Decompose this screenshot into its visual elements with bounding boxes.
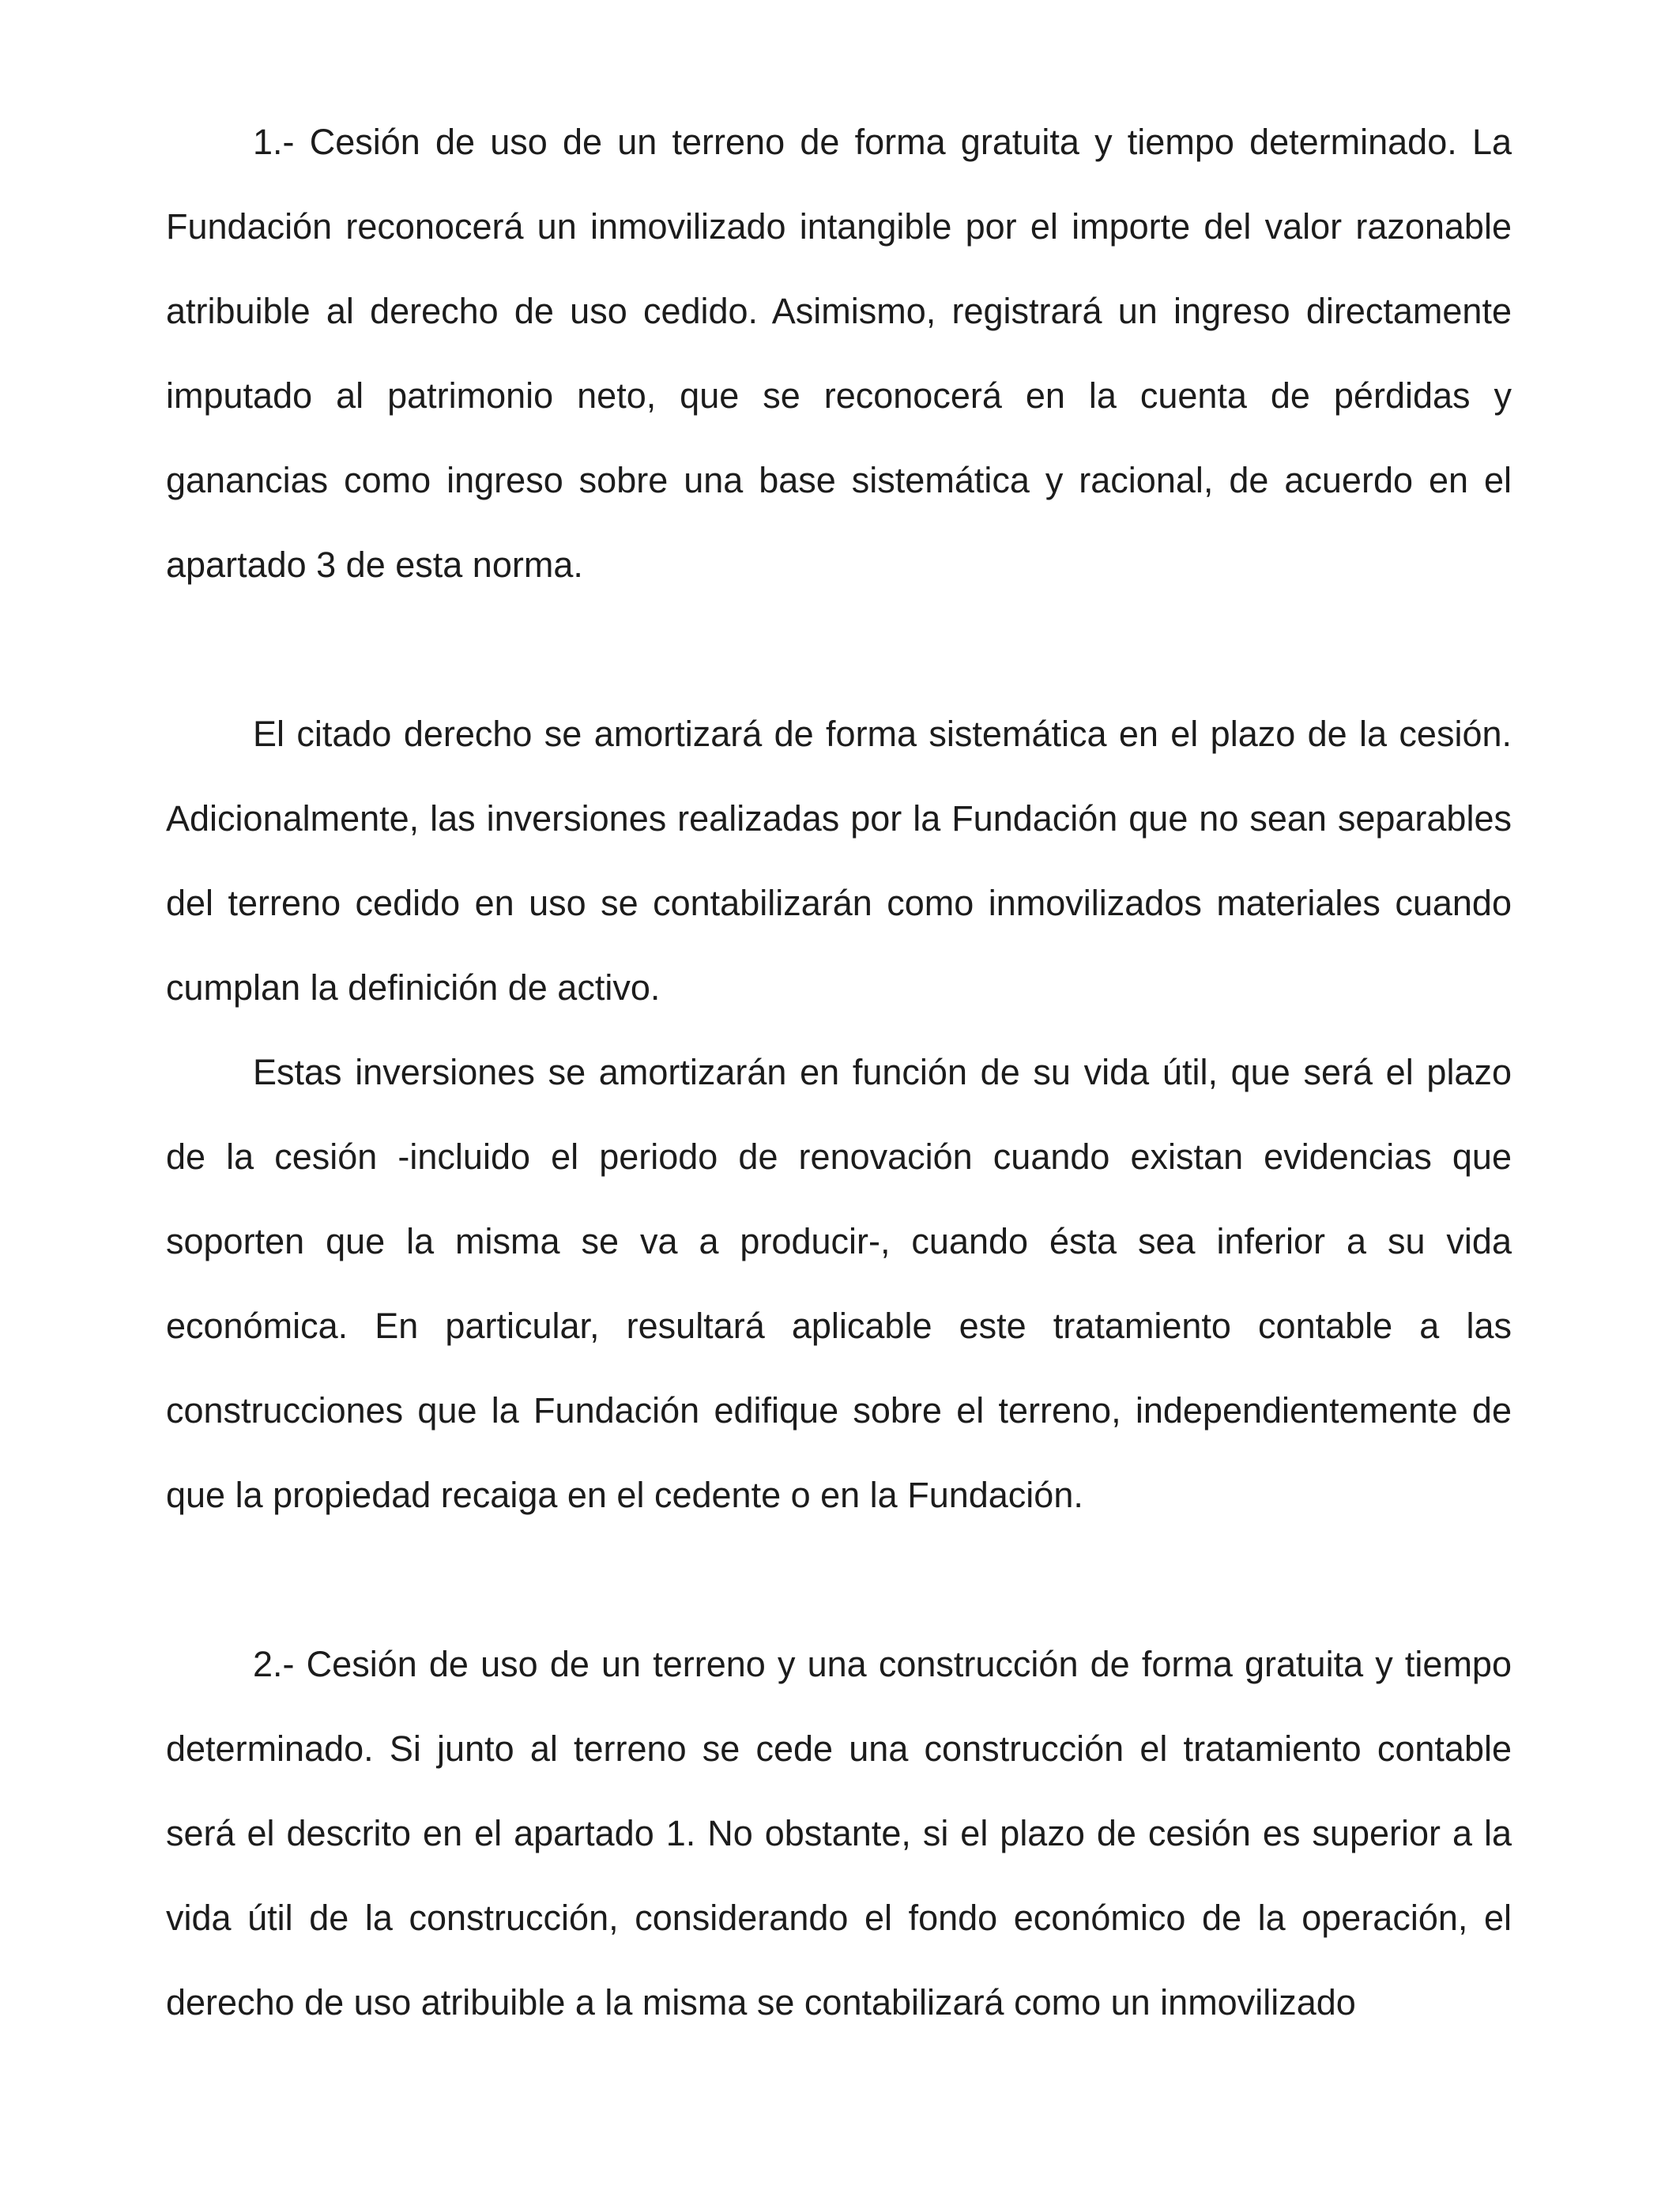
paragraph-gap xyxy=(166,1537,1512,1622)
paragraph-2: El citado derecho se amortizará de forma sistemática en el plazo de la cesión. Adicionalmente, las inversiones realizadas por la Fundación que no sean separables del terreno cedido en uso se contabilizarán como inmovilizados materiales cuando cumplan la definición de activo. xyxy=(166,714,1512,1008)
paragraph-1: 1.- Cesión de uso de un terreno de forma gratuita y tiempo determinado. La Fundación reconocerá un inmovilizado intangible por el importe del valor razonable atribuible al derecho de uso cedido. Asimismo, registrará un ingreso directamente imputado al patrimonio neto, que se reconocerá en la cuenta de pérdidas y ganancias como ingreso sobre una base sistemática y racional, de acuerdo en el apartado 3 de esta norma. xyxy=(166,122,1512,585)
document-body xyxy=(166,100,1512,2045)
paragraph-4: 2.- Cesión de uso de un terreno y una construcción de forma gratuita y tiempo determinado. Si junto al terreno se cede una construcción el tratamiento contable será el descrito en el apartado 1. No obstante, si el plazo de cesión es superior a la vida útil de la construcción, considerando el fondo económico de la operación, el derecho de uso atribuible a la misma se contabilizará como un inmovilizado xyxy=(166,1644,1512,2022)
paragraph-3: Estas inversiones se amortizarán en función de su vida útil, que será el plazo de la cesión -incluido el periodo de renovación cuando existan evidencias que soporten que la misma se va a producir-, cuando ésta sea inferior a su vida económica. En particular, resultará aplicable este tratamiento contable a las construcciones que la Fundación edifique sobre el terreno, independientemente de que la propiedad recaiga en el cedente o en la Fundación. xyxy=(166,1052,1512,1515)
paragraph-gap xyxy=(166,607,1512,692)
